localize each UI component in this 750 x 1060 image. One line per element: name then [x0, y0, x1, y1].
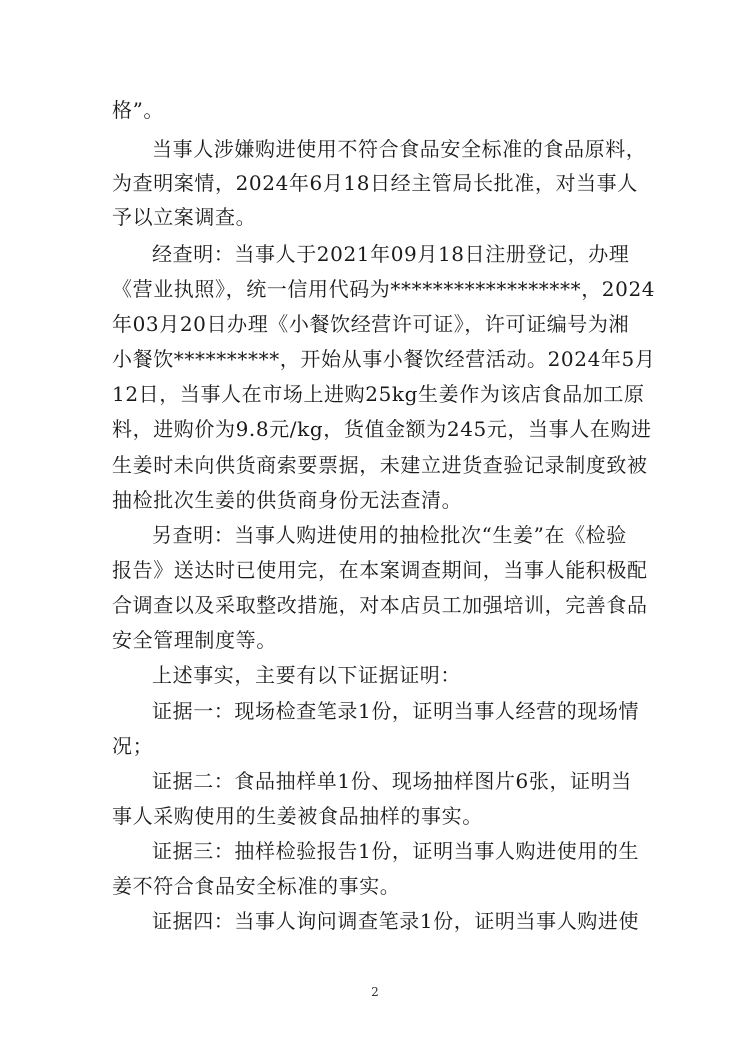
text-line: 况；	[112, 734, 154, 758]
text-line: 小餐饮**********，开始从事小餐饮经营活动。2024年5月	[112, 347, 656, 371]
text-line: 姜不符合食品安全标准的事实。	[112, 874, 401, 898]
text-line: 为查明案情，2024年6月18日经主管局长批准，对当事人	[112, 171, 638, 195]
text-line: 年03月20日办理《小餐饮经营许可证》，许可证编号为湘	[112, 312, 630, 336]
text-line: 生姜时未向供货商索要票据，未建立进货查验记录制度致被	[112, 453, 648, 477]
text-line: 证据一：现场检查笔录1份，证明当事人经营的现场情	[152, 699, 640, 723]
text-line: 抽检批次生姜的供货商身份无法查清。	[112, 488, 463, 512]
text-line: 当事人涉嫌购进使用不符合食品安全标准的食品原料，	[152, 137, 647, 161]
text-line: 证据四：当事人询问调查笔录1份，证明当事人购进使	[152, 909, 640, 933]
text-line: 《营业执照》，统一信用代码为******************，2024	[112, 277, 656, 301]
text-line: 证据二：食品抽样单1份、现场抽样图片6张，证明当	[152, 769, 632, 793]
text-line: 合调查以及采取整改措施，对本店员工加强培训，完善食品	[112, 593, 648, 617]
text-line: 事人采购使用的生姜被食品抽样的事实。	[112, 804, 483, 828]
page-number: 2	[371, 985, 379, 999]
text-line: 上述事实，主要有以下证据证明：	[152, 663, 461, 687]
text-line: 格”。	[112, 98, 165, 122]
text-line: 12日，当事人在市场上进购25kg生姜作为该店食品加工原	[112, 382, 645, 406]
text-line: 料，进购价为9.8元/kg，货值金额为245元，当事人在购进	[112, 417, 652, 441]
text-line: 另查明：当事人购进使用的抽检批次“生姜”在《检验	[152, 523, 627, 547]
text-line: 安全管理制度等。	[112, 628, 277, 652]
text-line: 报告》送达时已使用完，在本案调查期间，当事人能积极配	[112, 558, 648, 582]
text-line: 证据三：抽样检验报告1份，证明当事人购进使用的生	[152, 839, 640, 863]
text-line: 予以立案调查。	[112, 205, 257, 229]
text-line: 经查明：当事人于2021年09月18日注册登记，办理	[152, 242, 630, 266]
